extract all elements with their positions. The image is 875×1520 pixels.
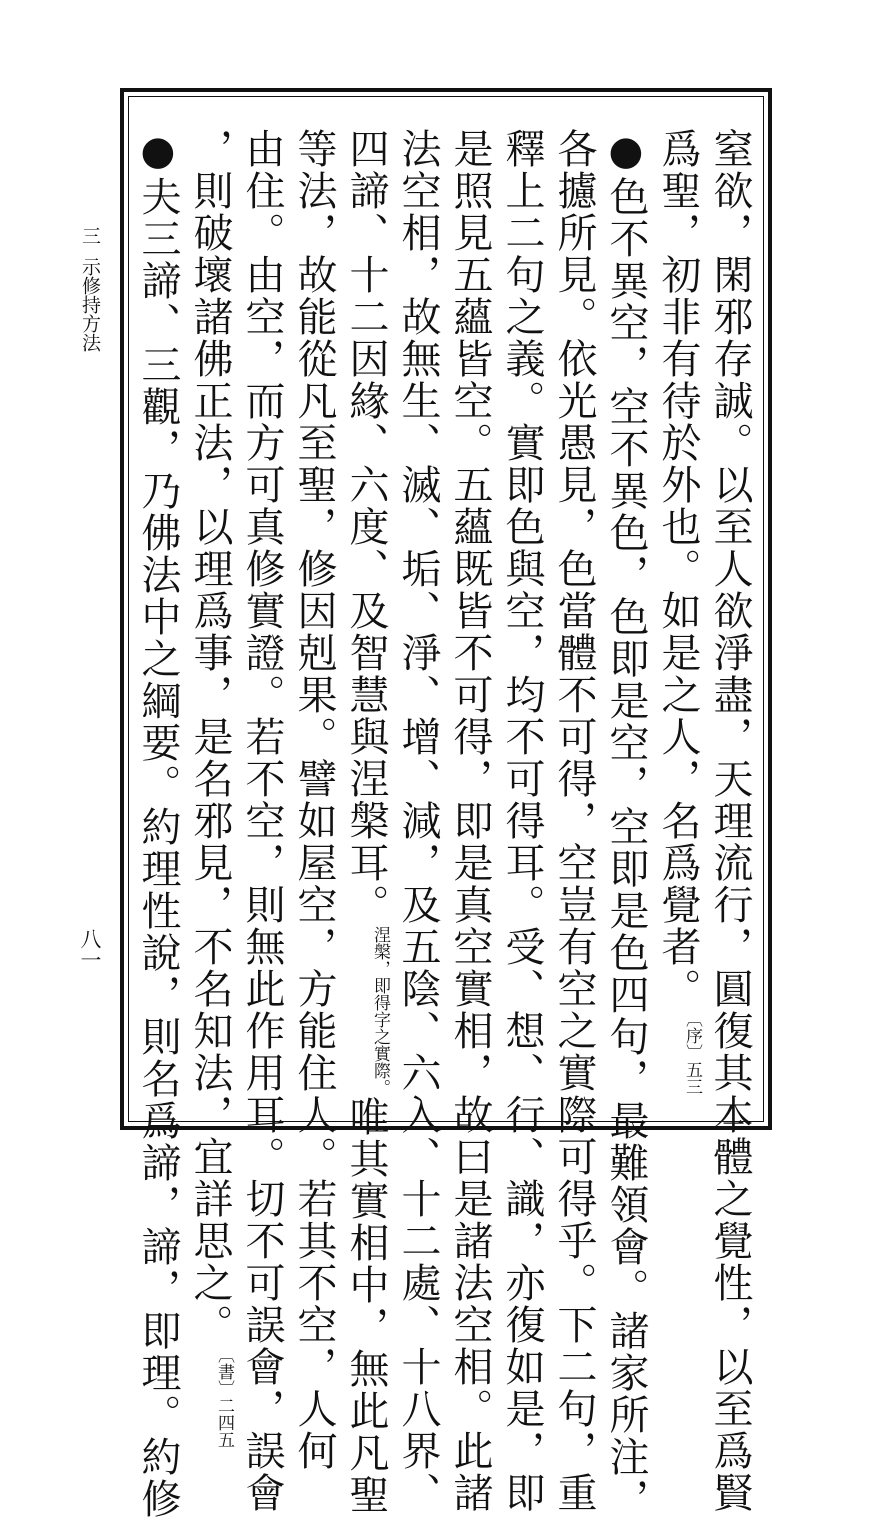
column-text: 各攄所見。依光愚見，色當體不可得，空豈有空之實際可得乎。下二句，重 (551, 128, 597, 1514)
column-text: ●色不異空，空不異色，色即是空，空即是色四句，最難領會。諸家所注， (603, 128, 649, 1520)
chapter-number: 三 (79, 226, 101, 245)
text-column-11 (186, 128, 234, 1448)
source-note: 〔序〕五三 (682, 1010, 702, 1095)
chapter-title: 示修持方法 (79, 257, 101, 352)
text-column-2 (654, 128, 702, 1118)
column-text: ●夫三諦、三觀，乃佛法中之綱要。約理性說，則名爲諦，諦，即理。約修 (135, 128, 181, 1520)
column-text: 窒欲，閑邪存誠。以至人欲淨盡，天理流行，圓復其本體之覺性，以至爲賢 (707, 128, 753, 1514)
page-number: 八一 (78, 928, 102, 970)
text-column-10 (238, 128, 286, 1514)
inline-note: 涅槃，即得字之實際。 (370, 926, 390, 1096)
text-column-5 (498, 128, 546, 1514)
text-column-8 (342, 128, 390, 1516)
text-column-12 (134, 128, 182, 1520)
text-column-7 (394, 128, 442, 1514)
column-text: 法空相，故無生、滅、垢、淨、增、減，及五陰、六入、十二處、十八界、 (395, 128, 441, 1514)
text-column-4 (550, 128, 598, 1514)
column-text: 等法，故能從凡至聖，修因剋果。譬如屋空，方能住人。若其不空，人何 (291, 128, 337, 1472)
text-column-1 (706, 128, 754, 1514)
column-text: 釋上二句之義。實即色與空，均不可得耳。受、想、行、識，亦復如是，即 (499, 128, 545, 1514)
column-text: ，則破壞諸佛正法，以理爲事，是名邪見，不名知法，宜詳思之。 (187, 128, 233, 1346)
text-column-3 (602, 128, 650, 1520)
source-note: 〔書〕二四五 (214, 1346, 234, 1448)
column-text: 爲聖，初非有待於外也。如是之人，名爲覺者。 (655, 128, 701, 1010)
column-text-after-note: 唯其實相中，無此凡聖 (343, 1096, 389, 1516)
column-text: 由住。由空，而方可真修實證。若不空，則無此作用耳。切不可誤會，誤會 (239, 128, 285, 1514)
text-column-6 (446, 128, 494, 1514)
column-text: 是照見五蘊皆空。五蘊既皆不可得，即是真空實相，故曰是諸法空相。此諸 (447, 128, 493, 1514)
running-header (78, 226, 102, 352)
text-column-9 (290, 128, 338, 1472)
column-text: 四諦、十二因緣、六度、及智慧與涅槃耳。 (343, 128, 389, 926)
